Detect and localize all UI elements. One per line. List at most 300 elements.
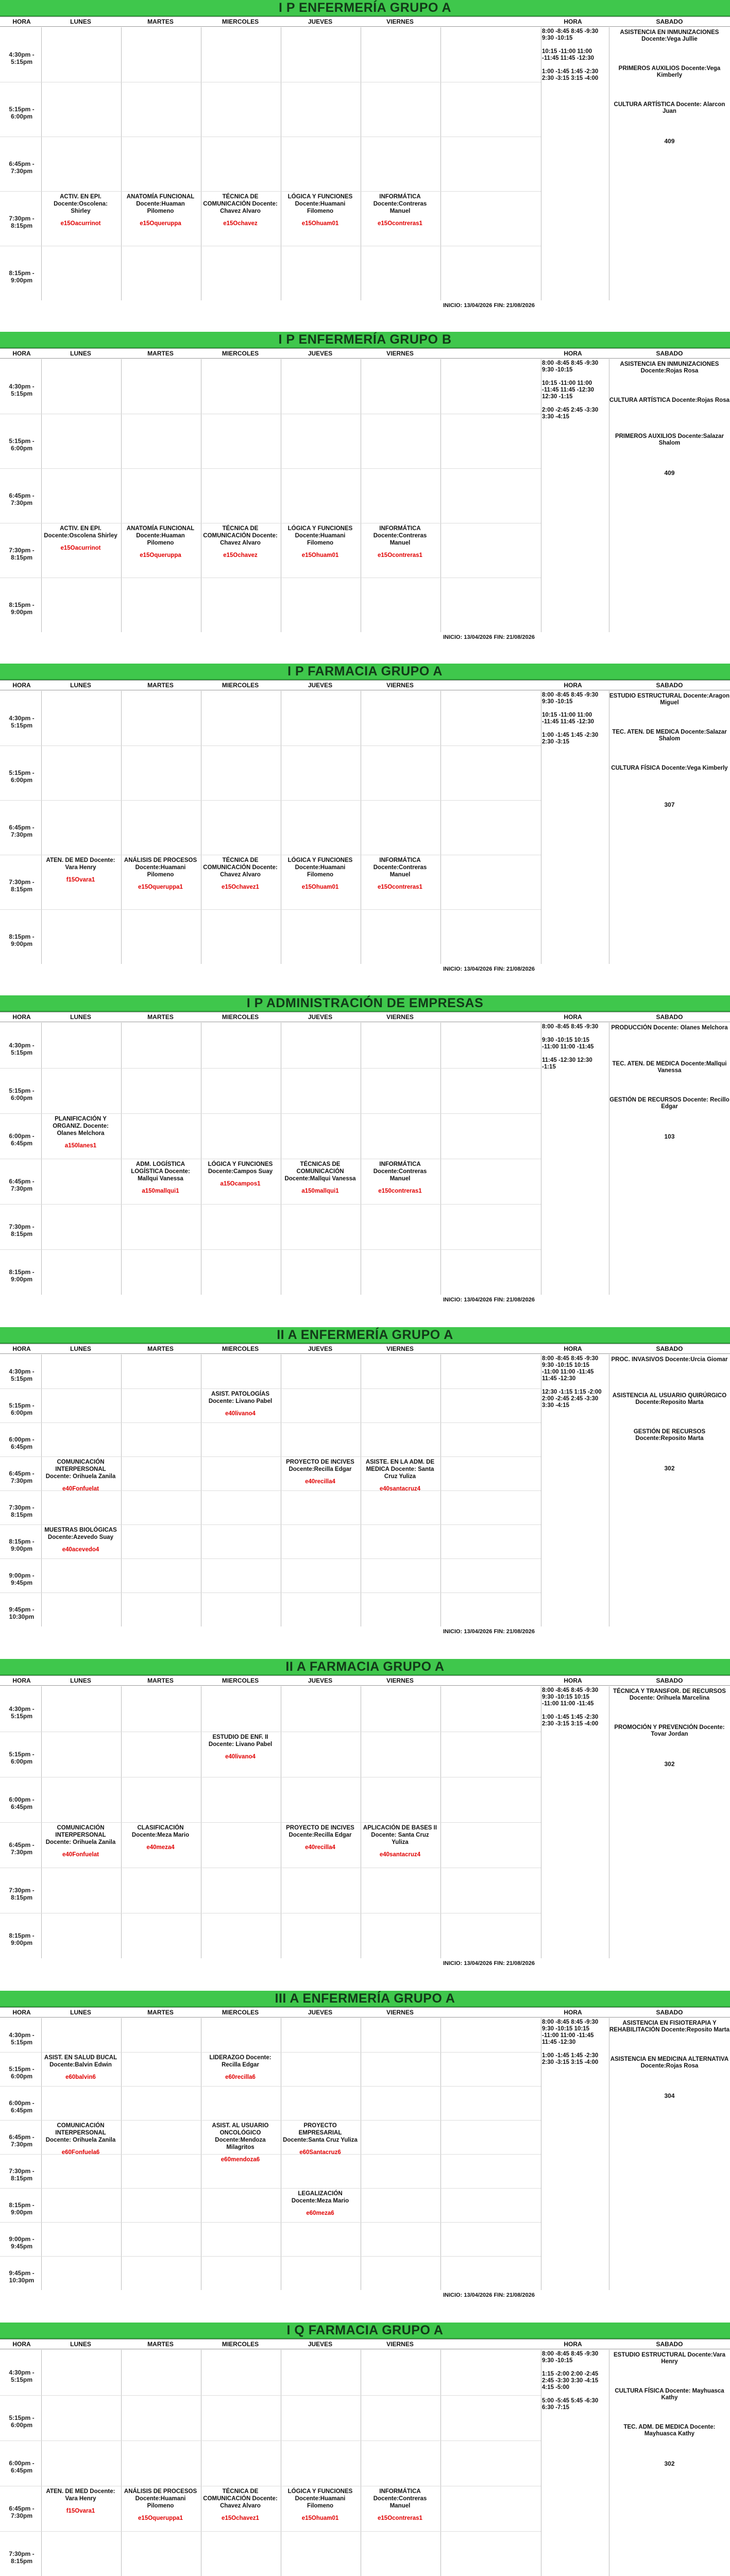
saturday-course[interactable]: TEC. ATEN. DE MEDICA Docente:Salazar Shalom <box>612 729 727 742</box>
header-jueves: JUEVES <box>308 2009 333 2016</box>
course-code: e15Ochavez1 <box>222 2515 259 2521</box>
saturday-course[interactable]: GESTIÓN DE RECURSOS Docente: Recillo Edgar <box>609 1097 729 1110</box>
header-martes: MARTES <box>147 350 174 357</box>
course-title: ATEN. DE MED Docente: Vara Henry <box>46 2488 115 2502</box>
header-viernes: VIERNES <box>386 1677 414 1684</box>
saturday-course[interactable]: CULTURA ARTÍSTICA Docente:Rojas Rosa <box>609 397 729 403</box>
course-code: e60Santacruz6 <box>299 2149 341 2156</box>
class-cell[interactable] <box>203 1734 278 1820</box>
course-code: e15Ocontreras1 <box>378 552 422 558</box>
time-slot-label: 9:45pm - 10:30pm <box>9 1606 35 1620</box>
saturday-hours: 8:00 -8:45 8:45 -9:30 9:30 -10:15 10:15 -11:00 11:00 -11:45 11:45 -12:30 1:00 -1:45 1:45 -2:30 2:30 -3:15 3:15 -4:00 <box>542 2019 599 2065</box>
course-code: a150mallqui1 <box>301 1188 339 1194</box>
row-divider <box>0 1068 541 1069</box>
schedule-title-bar <box>0 995 730 1012</box>
classroom-number: 302 <box>664 1760 675 1768</box>
time-slot-label: 4:30pm - 5:15pm <box>9 51 35 65</box>
timetable-grid <box>0 1354 541 1635</box>
saturday-hours: 8:00 -8:45 8:45 -9:30 9:30 -10:15 10:15 -11:00 11:00 -11:45 11:45 -12:30 12:30 -1:15 1:15 -2:00 2:00 -2:45 2:45 -3:30 3:30 -4:15 <box>542 1355 602 1409</box>
header-lunes: LUNES <box>70 1013 91 1021</box>
time-slot-label: 8:15pm - 9:00pm <box>9 1268 35 1283</box>
schedule-title: I P ENFERMERÍA GRUPO A <box>278 1 452 15</box>
class-cell[interactable] <box>203 2488 278 2574</box>
header-hora2: HORA <box>564 682 582 689</box>
row-divider <box>0 1249 541 1250</box>
course-title: PROYECTO EMPRESARIAL Docente:Santa Cruz Yuliza <box>283 2123 358 2143</box>
header-martes: MARTES <box>147 2341 174 2348</box>
row-divider <box>0 745 541 746</box>
saturday-course[interactable]: PRIMEROS AUXILIOS Docente:Salazar Shalom <box>615 433 724 446</box>
saturday-course[interactable]: ASISTENCIA EN INMUNIZACIONES Docente:Vega Jullie <box>620 29 719 42</box>
column-divider <box>440 691 441 964</box>
header-sabado: SABADO <box>656 2341 683 2348</box>
time-slot-label: 6:45pm - 7:30pm <box>9 1470 35 1484</box>
saturday-course[interactable]: CULTURA ARTÍSTICA Docente: Alarcon Juan <box>614 101 725 114</box>
day-header-row <box>0 348 730 359</box>
saturday-course[interactable]: ASISTENCIA AL USUARIO QUIRÚRGICO Docente:Reposito Marta <box>612 1393 727 1405</box>
time-slot-label: 4:30pm - 5:15pm <box>9 1705 35 1720</box>
header-hora2: HORA <box>564 350 582 357</box>
class-cell[interactable] <box>43 1115 118 1202</box>
row-divider <box>0 2395 541 2396</box>
header-viernes: VIERNES <box>386 682 414 689</box>
course-title: COMUNICACIÓN INTERPERSONAL Docente: Orihuela Zanila <box>45 1459 116 1480</box>
header-martes: MARTES <box>147 1677 174 1684</box>
class-cell[interactable] <box>203 857 278 907</box>
schedule-title: I P FARMACIA GRUPO A <box>287 664 443 679</box>
class-cell[interactable] <box>43 857 118 907</box>
saturday-course[interactable]: PROMOCIÓN Y PREVENCIÓN Docente: Tovar Jordan <box>614 1724 725 1737</box>
time-slot-label: 6:45pm - 7:30pm <box>9 160 35 175</box>
schedule-title: III A ENFERMERÍA GRUPO A <box>275 1991 455 2006</box>
course-title: LÓGICA Y FUNCIONES Docente:Huamani Filomeno <box>287 857 353 878</box>
header-lunes: LUNES <box>70 2341 91 2348</box>
column-divider <box>121 27 122 300</box>
time-slot-label: 7:30pm - 8:15pm <box>9 1223 35 1238</box>
class-cell[interactable] <box>123 1161 198 1247</box>
time-slot-label: 4:30pm - 5:15pm <box>9 1368 35 1382</box>
class-cell[interactable] <box>283 2122 358 2186</box>
schedule-block <box>0 1659 730 1991</box>
course-code: e15Ohuam01 <box>301 552 339 558</box>
header-sabado: SABADO <box>656 682 683 689</box>
header-martes: MARTES <box>147 18 174 25</box>
schedule-title: I P ADMINISTRACIÓN DE EMPRESAS <box>246 996 484 1010</box>
course-code: e60meza6 <box>306 2210 334 2216</box>
classroom-number: 302 <box>664 2460 675 2467</box>
header-hora: HORA <box>12 1677 31 1684</box>
header-jueves: JUEVES <box>308 18 333 25</box>
term-dates: INICIO: 13/04/2026 FIN: 21/08/2026 <box>443 1297 535 1303</box>
class-cell[interactable] <box>123 525 198 575</box>
term-dates: INICIO: 13/04/2026 FIN: 21/08/2026 <box>443 2292 535 2298</box>
saturday-hours: 8:00 -8:45 8:45 -9:30 9:30 -10:15 10:15 -11:00 11:00 -11:45 11:45 -12:30 1:00 -1:45 1:45 -2:30 2:30 -3:15 3:15 -4:00 <box>542 28 599 81</box>
classroom-number: 304 <box>664 2092 675 2099</box>
course-title: LÓGICA Y FUNCIONES Docente:Campos Suay <box>208 1161 273 1175</box>
schedule-block <box>0 664 730 995</box>
time-slot-label: 7:30pm - 8:15pm <box>9 2167 35 2182</box>
day-header-row <box>0 1675 730 1686</box>
class-cell[interactable] <box>283 1824 358 1911</box>
classroom-number: 409 <box>664 138 675 145</box>
course-title: TÉCNICA DE COMUNICACIÓN Docente: Chavez Alvaro <box>203 526 278 546</box>
class-cell[interactable] <box>363 193 437 244</box>
term-dates: INICIO: 13/04/2026 FIN: 21/08/2026 <box>443 1960 535 1967</box>
row-divider <box>0 1456 541 1457</box>
header-lunes: LUNES <box>70 350 91 357</box>
course-code: e40santacruz4 <box>379 1486 421 1492</box>
header-sabado: SABADO <box>656 1345 683 1352</box>
schedule-block <box>0 1991 730 2323</box>
row-divider <box>0 1822 541 1823</box>
course-code: e15Oacurrinot <box>60 545 101 551</box>
course-code: e60Fonfuela6 <box>61 2149 100 2156</box>
header-hora: HORA <box>12 350 31 357</box>
header-martes: MARTES <box>147 1345 174 1352</box>
row-divider <box>0 909 541 910</box>
time-slot-label: 6:45pm - 7:30pm <box>9 1178 35 1192</box>
course-title: TÉCNICAS DE COMUNICACIÓN Docente:Mallqui Vanessa <box>284 1161 356 1182</box>
header-miercoles: MIERCOLES <box>222 1013 259 1021</box>
saturday-course[interactable]: ASISTENCIA EN INMUNIZACIONES Docente:Rojas Rosa <box>620 361 719 374</box>
course-code: a150lanes1 <box>64 1143 97 1149</box>
class-cell[interactable] <box>203 1161 278 1247</box>
saturday-course[interactable]: TEC. ADM. DE MEDICA Docente: Mayhuasca Kathy <box>623 2424 716 2437</box>
course-title: PROYECTO DE INCIVES Docente:Recilla Edgar <box>286 1825 354 1838</box>
saturday-course[interactable]: TEC. ATEN. DE MEDICA Docente:Mallqui Vanessa <box>612 1061 727 1074</box>
course-code: e15Oqueruppa1 <box>138 884 183 890</box>
timetable-grid <box>0 27 541 309</box>
class-cell[interactable] <box>123 193 198 244</box>
header-jueves: JUEVES <box>308 2341 333 2348</box>
class-cell[interactable] <box>123 2488 198 2574</box>
schedule-title-bar <box>0 1659 730 1675</box>
schedule-title: II A FARMACIA GRUPO A <box>285 1659 445 1674</box>
time-slot-label: 9:45pm - 10:30pm <box>9 2269 35 2284</box>
day-header-row <box>0 680 730 690</box>
header-hora: HORA <box>12 2341 31 2348</box>
time-slot-label: 7:30pm - 8:15pm <box>9 215 35 229</box>
course-title: ANÁLISIS DE PROCESOS Docente:Huamani Pilomeno <box>124 857 197 878</box>
time-slot-label: 5:15pm - 6:00pm <box>9 2414 35 2429</box>
saturday-panel <box>541 2018 730 2290</box>
saturday-course[interactable]: PROC. INVASIVOS Docente:Urcia Giomar <box>611 1357 728 1363</box>
header-hora2: HORA <box>564 1013 582 1021</box>
time-slot-label: 8:15pm - 9:00pm <box>9 933 35 947</box>
day-header-row <box>0 2339 730 2349</box>
class-cell[interactable] <box>363 857 437 907</box>
class-cell[interactable] <box>283 2190 358 2254</box>
time-slot-label: 8:15pm - 9:00pm <box>9 601 35 616</box>
saturday-panel <box>541 1686 730 1958</box>
time-slot-label: 8:15pm - 9:00pm <box>9 1538 35 1552</box>
course-title: ANÁLISIS DE PROCESOS Docente:Huamani Pilomeno <box>124 2488 197 2509</box>
class-cell[interactable] <box>43 2488 118 2574</box>
class-cell[interactable] <box>363 2488 437 2574</box>
class-cell[interactable] <box>43 193 118 244</box>
course-title: LÓGICA Y FUNCIONES Docente:Huamani Filomeno <box>287 526 353 546</box>
row-divider <box>0 468 541 469</box>
course-title: LIDERAZGO Docente: Recilla Edgar <box>209 2055 271 2068</box>
course-title: ASIST. AL USUARIO ONCOLÓGICO Docente:Mendoza Milagritos <box>212 2123 269 2150</box>
time-slot-label: 4:30pm - 5:15pm <box>9 2369 35 2383</box>
class-cell[interactable] <box>283 525 358 575</box>
course-code: f15Ovara1 <box>66 2508 95 2514</box>
header-lunes: LUNES <box>70 1677 91 1684</box>
course-title: ESTUDIO DE ENF. II Docente: Livano Pabel <box>208 1734 273 1748</box>
course-title: ANATOMÍA FUNCIONAL Docente:Huaman Pilomeno <box>126 194 195 214</box>
course-code: e15Ohuam01 <box>301 2515 339 2521</box>
class-cell[interactable] <box>363 1459 437 1522</box>
time-slot-label: 5:15pm - 6:00pm <box>9 437 35 452</box>
course-title: TÉCNICA DE COMUNICACIÓN Docente: Chavez Alvaro <box>203 857 278 878</box>
header-lunes: LUNES <box>70 2009 91 2016</box>
header-martes: MARTES <box>147 2009 174 2016</box>
schedule-block <box>0 2323 730 2576</box>
course-title: ASISTE. EN LA ADM. DE MEDICA Docente: Santa Cruz Yuliza <box>365 1459 435 1480</box>
header-miercoles: MIERCOLES <box>222 2009 259 2016</box>
course-code: e15Oacurrinot <box>60 221 101 227</box>
time-slot-label: 6:00pm - 6:45pm <box>9 1436 35 1450</box>
row-divider <box>0 2188 541 2189</box>
time-slot-label: 4:30pm - 5:15pm <box>9 2031 35 2046</box>
time-slot-label: 6:00pm - 6:45pm <box>9 1132 35 1147</box>
class-cell[interactable] <box>203 2122 278 2186</box>
time-slot-label: 9:00pm - 9:45pm <box>9 1572 35 1586</box>
row-divider <box>0 2120 541 2121</box>
class-cell[interactable] <box>363 1824 437 1911</box>
course-title: ADM. LOGÍSTICA LOGÍSTICA Docente: Mallqui Vanessa <box>131 1161 190 1182</box>
saturday-course[interactable]: ASISTENCIA EN FISIOTERAPIA Y REHABILITACIÓN Docente:Reposito Marta <box>609 2020 729 2033</box>
course-title: INFORMÁTICA Docente:Contreras Manuel <box>373 857 427 878</box>
schedule-title-bar <box>0 1991 730 2007</box>
time-slot-label: 4:30pm - 5:15pm <box>9 383 35 397</box>
course-title: INFORMÁTICA Docente:Contreras Manuel <box>373 194 427 214</box>
timetable-grid <box>0 2350 541 2576</box>
timetable-grid <box>0 2018 541 2298</box>
schedule-block <box>0 995 730 1327</box>
class-cell[interactable] <box>203 2054 278 2118</box>
classroom-number: 302 <box>664 1465 675 1472</box>
header-miercoles: MIERCOLES <box>222 2341 259 2348</box>
course-code: a150mallqui1 <box>142 1188 179 1194</box>
header-miercoles: MIERCOLES <box>222 1345 259 1352</box>
header-miercoles: MIERCOLES <box>222 18 259 25</box>
course-title: ACTIV. EN EPI. Docente:Oscolena: Shirley <box>54 194 108 214</box>
schedule-title: II A ENFERMERÍA GRUPO A <box>277 1328 453 1342</box>
day-header-row <box>0 1344 730 1354</box>
course-title: MUESTRAS BIOLÓGICAS Docente:Azevedo Suay <box>44 1527 117 1540</box>
schedule-title-bar <box>0 664 730 680</box>
header-sabado: SABADO <box>656 18 683 25</box>
classroom-number: 103 <box>664 1133 675 1140</box>
header-viernes: VIERNES <box>386 2009 414 2016</box>
saturday-panel <box>541 1023 730 1295</box>
course-code: e40Fonfuelat <box>62 1486 99 1492</box>
time-slot-label: 6:00pm - 6:45pm <box>9 1796 35 1810</box>
time-slot-label: 9:00pm - 9:45pm <box>9 2235 35 2250</box>
saturday-course[interactable]: GESTIÓN DE RECURSOS Docente:Reposito Marta <box>633 1429 706 1442</box>
header-viernes: VIERNES <box>386 18 414 25</box>
course-code: e40recilla4 <box>305 1844 335 1851</box>
header-hora2: HORA <box>564 1677 582 1684</box>
class-cell[interactable] <box>43 2122 118 2186</box>
course-code: e60balvin6 <box>65 2074 96 2080</box>
header-jueves: JUEVES <box>308 1013 333 1021</box>
timetable-grid <box>0 691 541 972</box>
course-code: e60mendoza6 <box>220 2157 260 2163</box>
header-lunes: LUNES <box>70 18 91 25</box>
course-title: TÉCNICA DE COMUNICACIÓN Docente: Chavez Alvaro <box>203 194 278 214</box>
time-slot-label: 8:15pm - 9:00pm <box>9 269 35 284</box>
column-divider <box>121 691 122 964</box>
course-code: e15Oqueruppa <box>140 221 181 227</box>
course-code: e40santacruz4 <box>379 1852 421 1858</box>
saturday-hours: 8:00 -8:45 8:45 -9:30 9:30 -10:15 10:15 -11:00 11:00 -11:45 11:45 -12:30 12:30 -1:15 <box>542 1024 599 1070</box>
course-code: e15Ochavez1 <box>222 884 259 890</box>
time-slot-label: 6:45pm - 7:30pm <box>9 492 35 506</box>
header-hora: HORA <box>12 682 31 689</box>
course-title: INFORMÁTICA Docente:Contreras Manuel <box>373 1161 427 1182</box>
saturday-course[interactable]: CULTURA FÍSICA Docente:Vega Kimberly <box>611 765 728 771</box>
time-slot-label: 7:30pm - 8:15pm <box>9 2550 35 2565</box>
course-code: e40Fonfuelat <box>62 1852 99 1858</box>
class-cell[interactable] <box>123 857 198 907</box>
course-code: e15Oqueruppa1 <box>138 2515 183 2521</box>
course-code: e15Ocontreras1 <box>378 2515 422 2521</box>
day-header-row <box>0 2007 730 2018</box>
schedule-title-bar <box>0 332 730 348</box>
class-cell[interactable] <box>283 1459 358 1522</box>
course-title: INFORMÁTICA Docente:Contreras Manuel <box>373 526 427 546</box>
course-title: PROYECTO DE INCIVES Docente:Recilla Edgar <box>286 1459 354 1472</box>
course-code: e15Ochavez <box>223 552 258 558</box>
row-divider <box>0 800 541 801</box>
header-miercoles: MIERCOLES <box>222 682 259 689</box>
row-divider <box>0 191 541 192</box>
saturday-course[interactable]: PRIMEROS AUXILIOS Docente:Vega Kimberly <box>618 65 721 78</box>
header-hora2: HORA <box>564 2009 582 2016</box>
column-divider <box>41 359 42 632</box>
time-slot-label: 4:30pm - 5:15pm <box>9 1042 35 1056</box>
saturday-course[interactable]: ESTUDIO ESTRUCTURAL Docente:Vara Henry <box>613 2352 726 2365</box>
schedule-title-bar <box>0 0 730 16</box>
class-cell[interactable] <box>203 1391 278 1454</box>
saturday-course[interactable]: CULTURA FÍSICA Docente: Mayhuasca Kathy <box>615 2388 724 2401</box>
course-title: ASIST. EN SALUD BUCAL Docente:Balvin Edwin <box>44 2055 117 2068</box>
header-lunes: LUNES <box>70 682 91 689</box>
saturday-course[interactable]: ESTUDIO ESTRUCTURAL Docente:Aragon Miguel <box>609 693 729 706</box>
course-code: a15Ocampos1 <box>220 1181 261 1187</box>
saturday-hours: 8:00 -8:45 8:45 -9:30 9:30 -10:15 1:15 -2:00 2:00 -2:45 2:45 -3:30 3:30 -4:15 4:15 -5:00 5:00 -5:45 5:45 -6:30 6:30 -7:15 <box>542 2351 599 2411</box>
saturday-hours: 8:00 -8:45 8:45 -9:30 9:30 -10:15 10:15 -11:00 11:00 -11:45 11:45 -12:30 1:00 -1:45 1:45 -2:30 2:30 -3:15 <box>542 692 599 745</box>
time-slot-label: 6:45pm - 7:30pm <box>9 824 35 838</box>
class-cell[interactable] <box>123 1824 198 1911</box>
course-title: INFORMÁTICA Docente:Contreras Manuel <box>373 2488 427 2509</box>
header-viernes: VIERNES <box>386 350 414 357</box>
header-sabado: SABADO <box>656 350 683 357</box>
timetable-grid <box>0 1023 541 1303</box>
saturday-course[interactable]: TÉCNICA Y TRANSFOR. DE RECURSOS Docente: Orihuela Marcelina <box>613 1688 726 1701</box>
column-divider <box>440 2350 441 2576</box>
schedule-title-bar <box>0 1327 730 1344</box>
header-hora: HORA <box>12 1013 31 1021</box>
header-hora2: HORA <box>564 1345 582 1352</box>
header-jueves: JUEVES <box>308 1677 333 1684</box>
saturday-hours: 8:00 -8:45 8:45 -9:30 9:30 -10:15 10:15 -11:00 11:00 -11:45 11:45 -12:30 12:30 -1:15 2:00 -2:45 2:45 -3:30 3:30 -4:15 <box>542 360 599 420</box>
class-cell[interactable] <box>363 1161 437 1247</box>
course-code: e15Oqueruppa <box>140 552 181 558</box>
class-cell[interactable] <box>283 857 358 907</box>
time-slot-label: 6:45pm - 7:30pm <box>9 2133 35 2148</box>
class-cell[interactable] <box>43 1824 118 1911</box>
header-jueves: JUEVES <box>308 682 333 689</box>
class-cell[interactable] <box>203 525 278 575</box>
header-miercoles: MIERCOLES <box>222 350 259 357</box>
course-title: ASIST. PATOLOGÍAS Docente: Livano Pabel <box>208 1391 273 1404</box>
class-cell[interactable] <box>283 2488 358 2574</box>
time-slot-label: 7:30pm - 8:15pm <box>9 1504 35 1518</box>
class-cell[interactable] <box>283 193 358 244</box>
timetable-grid <box>0 359 541 640</box>
header-hora: HORA <box>12 1345 31 1352</box>
saturday-course[interactable]: ASISTENCIA EN MEDICINA ALTERNATIVA Docente:Rojas Rosa <box>610 2056 729 2069</box>
time-slot-label: 5:15pm - 6:00pm <box>9 1402 35 1416</box>
course-code: e15Ohuam01 <box>301 221 339 227</box>
time-slot-label: 8:15pm - 9:00pm <box>9 1932 35 1946</box>
schedule-block <box>0 0 730 332</box>
course-title: COMUNICACIÓN INTERPERSONAL Docente: Orihuela Zanila <box>45 1825 116 1845</box>
header-hora: HORA <box>12 2009 31 2016</box>
class-cell[interactable] <box>363 525 437 575</box>
class-cell[interactable] <box>43 1527 118 1590</box>
time-slot-label: 6:45pm - 7:30pm <box>9 1841 35 1856</box>
course-title: LÓGICA Y FUNCIONES Docente:Huamani Filomeno <box>287 2488 353 2509</box>
class-cell[interactable] <box>43 525 118 575</box>
row-divider <box>0 1113 541 1114</box>
column-divider <box>41 2350 42 2576</box>
class-cell[interactable] <box>203 193 278 244</box>
header-jueves: JUEVES <box>308 350 333 357</box>
time-slot-label: 7:30pm - 8:15pm <box>9 1887 35 1901</box>
header-hora: HORA <box>12 18 31 25</box>
course-code: e15Ohuam01 <box>301 884 339 890</box>
course-code: f15Ovara1 <box>66 877 95 883</box>
course-code: e40recilla4 <box>305 1479 335 1485</box>
saturday-panel <box>541 27 730 300</box>
day-header-row <box>0 16 730 27</box>
day-header-row <box>0 1012 730 1022</box>
time-slot-label: 5:15pm - 6:00pm <box>9 106 35 120</box>
column-divider <box>41 691 42 964</box>
saturday-course[interactable]: PRODUCCIÓN Docente: Olanes Melchora <box>611 1025 728 1031</box>
class-cell[interactable] <box>43 2054 118 2118</box>
time-slot-label: 6:00pm - 6:45pm <box>9 2099 35 2114</box>
saturday-panel <box>541 359 730 632</box>
header-viernes: VIERNES <box>386 2341 414 2348</box>
class-cell[interactable] <box>43 1459 118 1522</box>
row-divider <box>0 2222 541 2223</box>
course-title: COMUNICACIÓN INTERPERSONAL Docente: Orihuela Zanila <box>45 2123 116 2143</box>
course-code: e15Ocontreras1 <box>378 884 422 890</box>
class-cell[interactable] <box>283 1161 358 1247</box>
header-viernes: VIERNES <box>386 1345 414 1352</box>
time-slot-label: 5:15pm - 6:00pm <box>9 1751 35 1765</box>
saturday-panel <box>541 691 730 964</box>
header-hora2: HORA <box>564 2341 582 2348</box>
time-slot-label: 7:30pm - 8:15pm <box>9 547 35 561</box>
schedule-title-bar <box>0 2323 730 2339</box>
